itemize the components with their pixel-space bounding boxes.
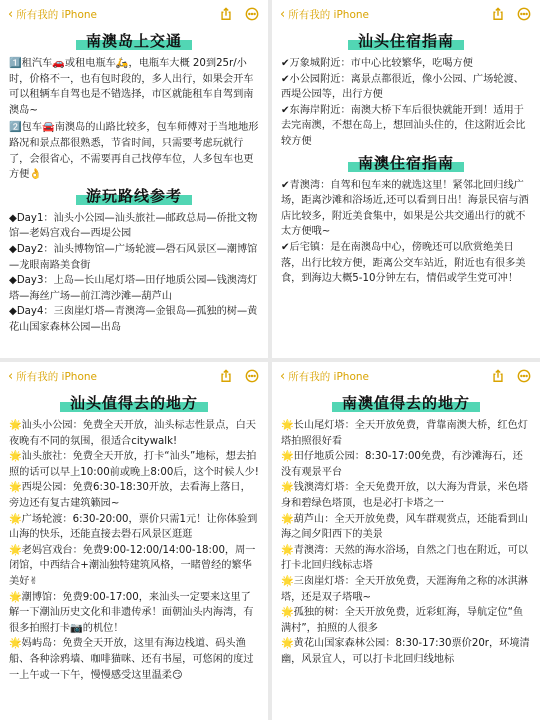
back-label: 所有我的 iPhone	[288, 8, 369, 21]
heading-shantou-stay: 汕头住宿指南	[348, 30, 464, 52]
spot-item: 🌟妈屿岛：免费全天开放，这里有海边栈道、码头渔船、各种涂鸦墙、咖啡猫咪、还有书屋，可悠闲的度过一上午或一下午，慢慢感受这里温柔😏	[9, 638, 254, 681]
section-heading	[281, 392, 531, 414]
share-icon[interactable]	[218, 368, 234, 384]
stay-item: ✔后宅镇：是在南澳岛中心，傍晚还可以欣赏绝美日落，出行比较方便，距离公交车站近，附近也有很多美食，到海边大概5-10分钟左右，情侣或学生党可冲！	[281, 241, 526, 285]
ellipsis-circle-icon[interactable]	[244, 368, 260, 384]
route-day-3: ◆Day3：上岛—长山尾灯塔—田仔地质公园—钱澳湾灯塔—海丝广场—前江湾沙滩—葫芦山	[9, 275, 258, 302]
route-day-4: ◆Day4：三囱崖灯塔—青澳湾—金银岛—孤独的树—黄花山国家森林公园—出岛	[9, 306, 258, 333]
nav-bar	[0, 0, 268, 28]
route-day-1: ◆Day1：汕头小公园—汕头旅社—邮政总局—侨批文物馆—老妈宫戏台—西堤公园	[9, 212, 258, 240]
chevron-left-icon: ‹	[8, 368, 14, 384]
stay-item: ✔东海岸附近：南澳大桥下车后很快就能开到！适用于去完南澳，不想在岛上，想回汕头住的，住这附近会比较方便	[281, 104, 526, 147]
stay-item: ✔万象城附近：市中心比较繁华，吃喝方便	[281, 58, 473, 69]
back-button[interactable]	[280, 369, 480, 384]
note-panel-shantou-spots	[0, 362, 268, 720]
heading-nanao-spots: 南澳值得去的地方	[332, 392, 480, 414]
nav-bar	[0, 362, 268, 390]
shantou-spot-list	[9, 418, 259, 683]
spot-item: 🌟广场轮渡：6:30-20:00，票价只需1元！让你体验到山海的快乐，还能直接去礐石风景区逛逛	[9, 513, 258, 541]
note-body	[0, 392, 268, 683]
spot-item: 🌟三囱崖灯塔：全天开放免费，天涯海角之称的冰淇淋塔，还是双子塔哦~	[281, 575, 528, 603]
route-day-2: ◆Day2：汕头博物馆—广场轮渡—礐石风景区—潮博馆—龙眼南路美食街	[9, 243, 258, 271]
note-body	[272, 30, 540, 287]
shantou-stay-list	[281, 56, 531, 150]
section-heading	[281, 30, 531, 52]
nav-bar	[272, 0, 540, 28]
spot-item: 🌟青澳湾：天然的海水浴场，自然之门也在附近，可以打卡北回归线标志塔	[281, 544, 528, 572]
transport-option-2: 2️⃣包车🚘南澳岛的山路比较多，包车师傅对于当地地形路况和景点都很熟悉，节省时间，只需要考虑玩就行了，会很省心，不需要再自己找停车位，人多包车也更方便👌	[9, 122, 259, 181]
back-button[interactable]	[8, 369, 208, 384]
nav-bar	[272, 362, 540, 390]
spot-item: 🌟潮博馆：免费9:00-17:00，来汕头一定要来这里了解一下潮汕历史文化和非遗传承！面朝汕头内海湾，有很多拍照打卡📷的机位！	[9, 591, 254, 634]
nanao-stay-list	[281, 178, 531, 287]
back-button[interactable]	[8, 7, 208, 22]
ellipsis-circle-icon[interactable]	[516, 6, 532, 22]
back-button[interactable]	[280, 7, 480, 22]
spot-item: 🌟汕头旅社：免费全天开放，打卡“汕头”地标，想去拍照的话可以早上10:00前或晚上8:00后，这个时候人少!	[9, 451, 259, 478]
spot-item: 🌟西堤公园：免费6:30-18:30开放，去看海上落日，旁边还有复古建筑籁园~	[9, 482, 251, 509]
section-heading	[9, 30, 259, 52]
share-icon[interactable]	[218, 6, 234, 22]
heading-transport: 南澳岛上交通	[76, 30, 192, 52]
route-list	[9, 211, 259, 336]
stay-item: ✔小公园附近：离景点都很近，像小公园、广场轮渡、西堤公园等，出行方便	[281, 73, 524, 101]
section-heading	[9, 185, 259, 207]
back-label: 所有我的 iPhone	[16, 8, 97, 21]
spot-item: 🌟葫芦山：全天开放免费，风车群观赏点，还能看到山海之间夕阳西下的美景	[281, 513, 528, 541]
stay-item: ✔青澳湾：自驾和包车来的就选这里！紧邻北回归线广场，距离沙滩和浴场近,还可以看到日出！海景民宿与酒店比较多，附近美食集中，如果是公共交通出行的就不太方便哦~	[281, 179, 529, 238]
back-label: 所有我的 iPhone	[288, 370, 369, 383]
transport-option-1: 1️⃣租汽车🚗或租电瓶车🛵，电瓶车大概 20到25r/小时，价格不一，也有包时段的，多人出行，如果会开车可以租辆车自驾也是不错选择，市区就能租车自驾到南澳岛~	[9, 58, 254, 116]
ellipsis-circle-icon[interactable]	[244, 6, 260, 22]
spot-item: 🌟长山尾灯塔：全天开放免费，背靠南澳大桥，红色灯塔拍照很好看	[281, 420, 528, 447]
ellipsis-circle-icon[interactable]	[516, 368, 532, 384]
note-body	[272, 392, 540, 668]
chevron-left-icon: ‹	[280, 368, 286, 384]
nanao-spot-list	[281, 418, 531, 668]
note-panel-nanao-spots	[272, 362, 540, 720]
spot-item: 🌟老妈宫戏台：免费9:00-12:00/14:00-18:00，周一闭馆，中西结合+潮汕独特建筑风格，一睹曾经的繁华美好✌	[9, 544, 256, 587]
section-heading	[9, 392, 259, 414]
note-panel-accommodation	[272, 0, 540, 358]
spot-item: 🌟黄花山国家森林公园：8:30-17:30票价20r，环境清幽，风景宜人，可以打卡北回归线地标	[281, 638, 530, 665]
spot-item: 🌟汕头小公园：免费全天开放，汕头标志性景点，白天夜晚有不同的氛围，很适合citywalk!	[9, 420, 256, 447]
heading-routes: 游玩路线参考	[76, 185, 192, 207]
chevron-left-icon: ‹	[8, 6, 14, 22]
note-body	[0, 30, 268, 336]
chevron-left-icon: ‹	[280, 6, 286, 22]
back-label: 所有我的 iPhone	[16, 370, 97, 383]
section-heading	[281, 152, 531, 174]
spot-item: 🌟田仔地质公园：8:30-17:00免费，有沙滩海石，还没有观景平台	[281, 451, 523, 478]
share-icon[interactable]	[490, 368, 506, 384]
share-icon[interactable]	[490, 6, 506, 22]
heading-nanao-stay: 南澳住宿指南	[348, 152, 464, 174]
spot-item: 🌟钱澳湾灯塔：全天免费开放，以大海为背景，米色塔身和碧绿色塔顶，也是必打卡塔之一	[281, 482, 528, 509]
heading-shantou-spots: 汕头值得去的地方	[60, 392, 208, 414]
note-panel-transport-routes	[0, 0, 268, 358]
spot-item: 🌟孤独的树：全天开放免费，近彩虹海，导航定位“鱼满村”，拍照的人很多	[281, 607, 524, 634]
